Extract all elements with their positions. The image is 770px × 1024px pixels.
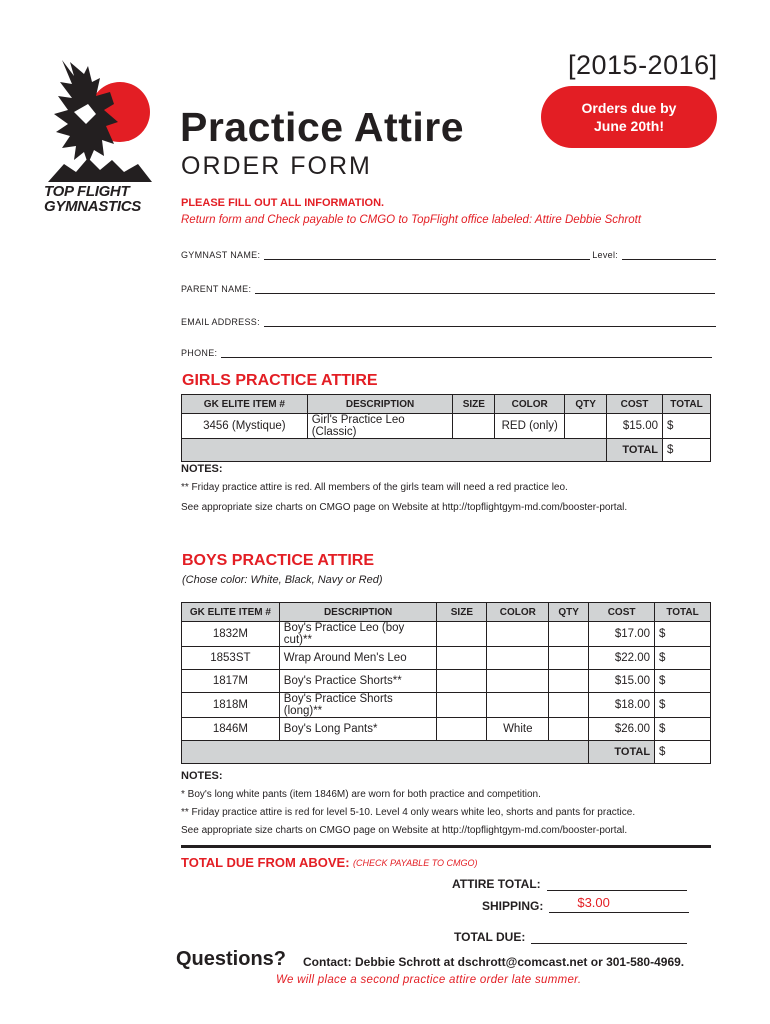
- questions-heading: Questions?: [176, 948, 287, 970]
- col-header-item: GK ELITE ITEM #: [182, 395, 308, 414]
- qty-input[interactable]: [549, 647, 589, 670]
- boys-section-title: BOYS PRACTICE ATTIRE: [182, 552, 375, 569]
- total-row-spacer: [182, 439, 607, 462]
- qty-input[interactable]: [565, 414, 607, 439]
- attire-total-row: [452, 876, 687, 891]
- table-row: [182, 670, 711, 693]
- gymnast-name-field[interactable]: [264, 250, 590, 260]
- item-description: Boy's Practice Shorts (long)**: [279, 693, 437, 718]
- instructions-bold: PLEASE FILL OUT ALL INFORMATION.: [181, 197, 385, 209]
- item-color[interactable]: [487, 693, 549, 718]
- qty-input[interactable]: [549, 693, 589, 718]
- table-row: [182, 622, 711, 647]
- col-header-qty: QTY: [565, 395, 607, 414]
- item-color: White: [487, 718, 549, 741]
- notes-title: NOTES:: [181, 770, 223, 782]
- col-header-total: TOTAL: [655, 603, 711, 622]
- total-due-label: TOTAL DUE:: [454, 930, 526, 944]
- item-cost: $22.00: [589, 647, 655, 670]
- item-number: 1817M: [182, 670, 280, 693]
- total-due-heading: TOTAL DUE FROM ABOVE:: [181, 855, 350, 870]
- item-cost: $26.00: [589, 718, 655, 741]
- boys-color-note: (Chose color: White, Black, Navy or Red): [182, 574, 383, 586]
- check-payable-note: (CHECK PAYABLE TO CMGO): [353, 858, 478, 868]
- item-total[interactable]: $: [663, 414, 711, 439]
- item-number: 1846M: [182, 718, 280, 741]
- item-number: 3456 (Mystique): [182, 414, 308, 439]
- item-color[interactable]: [487, 622, 549, 647]
- item-description: Boy's Practice Shorts**: [279, 670, 437, 693]
- boys-note-2: ** Friday practice attire is red for level 5-10. Level 4 only wears white leo, shorts and pants for practice.: [181, 807, 636, 818]
- level-field[interactable]: [622, 250, 716, 260]
- item-description: Wrap Around Men's Leo: [279, 647, 437, 670]
- girls-note-1: ** Friday practice attire is red. All members of the girls team will need a red practice leo.: [181, 482, 568, 493]
- item-color: RED (only): [495, 414, 565, 439]
- shipping-label: SHIPPING:: [482, 899, 544, 913]
- table-row: [182, 718, 711, 741]
- logo-text: [44, 184, 156, 214]
- shipping-value: $3.00: [577, 895, 610, 910]
- item-cost: $15.00: [589, 670, 655, 693]
- item-number: 1853ST: [182, 647, 280, 670]
- qty-input[interactable]: [549, 718, 589, 741]
- size-input[interactable]: [437, 693, 487, 718]
- boys-note-1: * Boy's long white pants (item 1846M) are worn for both practice and competition.: [181, 789, 541, 800]
- shipping-field[interactable]: [549, 895, 689, 913]
- grand-total[interactable]: $: [663, 439, 711, 462]
- boys-attire-table: [181, 602, 711, 764]
- phone-row: [181, 348, 712, 358]
- phone-field[interactable]: [221, 348, 712, 358]
- parent-name-label: PARENT NAME:: [181, 284, 252, 294]
- col-header-description: DESCRIPTION: [279, 603, 437, 622]
- item-number: 1818M: [182, 693, 280, 718]
- col-header-total: TOTAL: [663, 395, 711, 414]
- total-row: [182, 741, 711, 764]
- level-label: Level:: [592, 250, 619, 260]
- girls-section-title: GIRLS PRACTICE ATTIRE: [182, 372, 378, 389]
- col-header-item: GK ELITE ITEM #: [182, 603, 280, 622]
- logo-line2: GYMNASTICS: [44, 198, 142, 215]
- top-flight-logo: [44, 52, 156, 222]
- total-row-spacer: [182, 741, 589, 764]
- girls-attire-table: [181, 394, 711, 462]
- size-input[interactable]: [437, 647, 487, 670]
- item-number: 1832M: [182, 622, 280, 647]
- col-header-qty: QTY: [549, 603, 589, 622]
- item-total[interactable]: $: [655, 622, 711, 647]
- col-header-color: COLOR: [487, 603, 549, 622]
- item-total[interactable]: $: [655, 693, 711, 718]
- section-divider: [181, 845, 711, 848]
- total-due-field[interactable]: [531, 929, 687, 944]
- item-cost: $17.00: [589, 622, 655, 647]
- total-label: TOTAL: [607, 439, 663, 462]
- gymnast-name-row: [181, 250, 716, 260]
- notes-title: NOTES:: [181, 463, 223, 475]
- contact-info: Contact: Debbie Schrott at dschrott@comcast.net or 301-580-4969.: [303, 955, 685, 969]
- col-header-size: SIZE: [437, 603, 487, 622]
- parent-name-row: [181, 284, 715, 294]
- item-color[interactable]: [487, 647, 549, 670]
- item-total[interactable]: $: [655, 670, 711, 693]
- instructions-italic: Return form and Check payable to CMGO to TopFlight office labeled: Attire Debbie Schrott: [181, 214, 642, 226]
- girls-notes: [181, 460, 627, 517]
- size-input[interactable]: [437, 670, 487, 693]
- attire-total-label: ATTIRE TOTAL:: [452, 877, 541, 891]
- email-row: [181, 317, 716, 327]
- due-line1: Orders due by: [581, 100, 677, 116]
- table-row: [182, 414, 711, 439]
- item-color[interactable]: [487, 670, 549, 693]
- orders-due-badge: [541, 86, 717, 148]
- email-label: EMAIL ADDRESS:: [181, 317, 260, 327]
- grand-total[interactable]: $: [655, 741, 711, 764]
- logo-line1: TOP FLIGHT: [44, 183, 130, 200]
- email-field[interactable]: [264, 317, 716, 327]
- boys-note-3: See appropriate size charts on CMGO page on Website at http://topflightgym-md.com/booster-portal.: [181, 825, 628, 836]
- season-label: [2015-2016]: [568, 50, 718, 80]
- phone-label: PHONE:: [181, 348, 218, 358]
- item-description: Boy's Practice Leo (boy cut)**: [279, 622, 437, 647]
- second-order-note: We will place a second practice attire order late summer.: [276, 974, 582, 986]
- shipping-row: [482, 895, 689, 913]
- item-cost: $15.00: [607, 414, 663, 439]
- item-cost: $18.00: [589, 693, 655, 718]
- girls-note-2: See appropriate size charts on CMGO page on Website at http://topflightgym-md.com/booster-portal.: [181, 502, 628, 513]
- item-total[interactable]: $: [655, 647, 711, 670]
- qty-input[interactable]: [549, 622, 589, 647]
- size-input[interactable]: [453, 414, 495, 439]
- col-header-size: SIZE: [453, 395, 495, 414]
- col-header-cost: COST: [589, 603, 655, 622]
- col-header-description: DESCRIPTION: [307, 395, 453, 414]
- page-subtitle: ORDER FORM: [181, 152, 372, 180]
- parent-name-field[interactable]: [255, 284, 715, 294]
- item-total[interactable]: $: [655, 718, 711, 741]
- col-header-cost: COST: [607, 395, 663, 414]
- due-line2: June 20th!: [593, 118, 664, 134]
- table-header-row: [182, 603, 711, 622]
- item-description: Girl's Practice Leo (Classic): [307, 414, 453, 439]
- table-header-row: [182, 395, 711, 414]
- attire-total-field[interactable]: [547, 876, 687, 891]
- item-description: Boy's Long Pants*: [279, 718, 437, 741]
- boys-notes: [181, 767, 635, 840]
- qty-input[interactable]: [549, 670, 589, 693]
- total-label: TOTAL: [589, 741, 655, 764]
- size-input[interactable]: [437, 718, 487, 741]
- total-due-row: [454, 929, 687, 944]
- table-row: [182, 647, 711, 670]
- total-row: [182, 439, 711, 462]
- table-row: [182, 693, 711, 718]
- size-input[interactable]: [437, 622, 487, 647]
- col-header-color: COLOR: [495, 395, 565, 414]
- gymnast-name-label: GYMNAST NAME:: [181, 250, 261, 260]
- page-title: Practice Attire: [180, 104, 464, 150]
